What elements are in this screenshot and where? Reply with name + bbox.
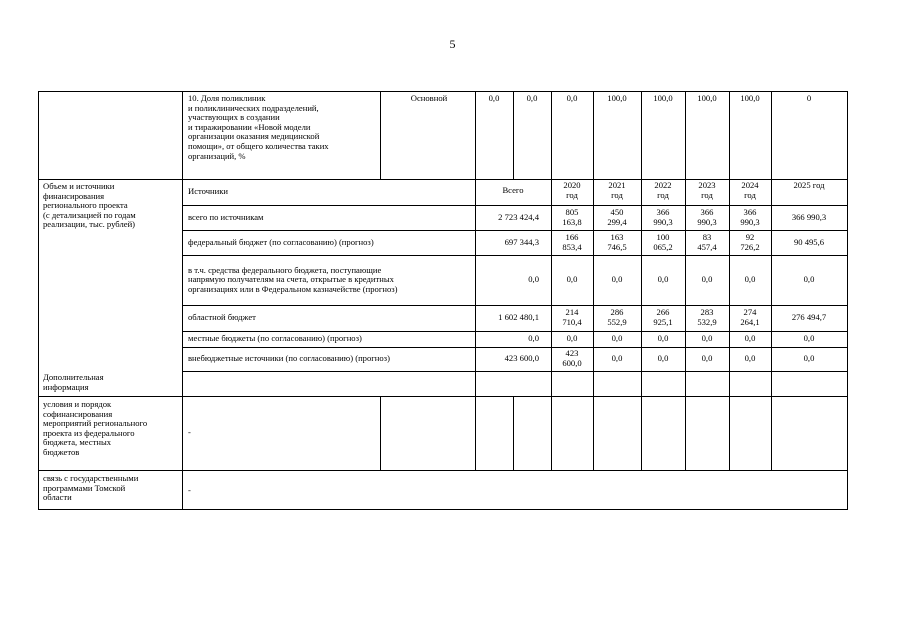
cofinancing-value: - [188, 427, 191, 437]
source-name: областной бюджет [188, 312, 256, 323]
table-hline [182, 305, 848, 306]
table-vline [182, 91, 183, 510]
table-vline [685, 91, 686, 179]
source-total: 2 723 424,4 [498, 211, 539, 222]
source-year-value: 600,0 [562, 358, 582, 368]
indicator-name: и тиражировании «Новой модели [188, 121, 311, 132]
source-year-value: 065,2 [653, 241, 673, 252]
table-vline [685, 396, 686, 470]
table-hline [38, 470, 848, 471]
source-total: 423 600,0 [504, 353, 539, 364]
source-total: 1 602 480,1 [498, 312, 539, 323]
source-year-value: 457,4 [697, 241, 717, 252]
financing-label: Объем и источники [43, 181, 115, 191]
source-name: в т.ч. средства федерального бюджета, поступающие [188, 264, 382, 275]
source-year-value: 0,0 [744, 333, 756, 344]
year-header: 2021 [608, 180, 626, 190]
source-year-value: 746,5 [607, 241, 627, 252]
table-vline [593, 396, 594, 470]
source-year-value: 0,0 [744, 353, 756, 364]
source-total: 697 344,3 [504, 236, 539, 247]
sources-header: Источники [188, 186, 229, 196]
source-year-value: 853,4 [562, 241, 582, 252]
table-vline [771, 91, 772, 179]
source-year-value: 726,2 [740, 241, 760, 252]
source-year-value: 100 [656, 231, 670, 242]
source-name: федеральный бюджет (по согласованию) (прогноз) [188, 236, 374, 247]
indicator-name: участвующих в создании [188, 112, 280, 123]
source-name: организациях или в Федеральном казначействе (прогноз) [188, 283, 398, 294]
indicator-name: 10. Доля поликлиник [188, 93, 266, 103]
source-year-value: 0,0 [701, 274, 713, 285]
indicator-name: и поликлинических подразделений, [188, 102, 319, 113]
cofinancing-label: условия и порядок [43, 399, 112, 409]
source-year-value: 925,1 [653, 317, 673, 327]
table-vline [475, 396, 476, 470]
source-year-value: 0,0 [566, 274, 578, 285]
indicator-value: 0,0 [526, 93, 538, 103]
table-hline [182, 371, 848, 372]
cofinancing-label: софинансирования [43, 408, 113, 419]
source-year-value: 990,3 [653, 216, 673, 227]
source-name: напрямую получателям на счета, открытые в кредитных [188, 274, 394, 285]
table-hline [38, 179, 848, 180]
source-name: местные бюджеты (по согласованию) (прогноз) [188, 333, 362, 344]
program-link-label: связь с государственными [43, 473, 139, 483]
year-header: год [701, 189, 713, 200]
table-vline [380, 396, 381, 470]
table-hline [38, 396, 848, 397]
table-vline [513, 396, 514, 470]
source-year-value: 552,9 [607, 317, 627, 327]
financing-label: (с детализацией по годам [43, 209, 136, 220]
source-year-value: 366 [743, 206, 757, 217]
source-year-value: 214 [565, 307, 579, 318]
source-year-value: 264,1 [740, 317, 760, 327]
source-year-value: 163 [610, 231, 624, 242]
financing-label: реализации, тыс. рублей) [43, 219, 136, 230]
source-total: 0,0 [528, 274, 539, 285]
source-year-value: 805 [565, 206, 579, 217]
source-year-value: 532,9 [697, 317, 717, 327]
table-vline [771, 396, 772, 470]
source-year-value: 366 [700, 206, 714, 217]
cofinancing-label: бюджета, местных [43, 437, 112, 448]
program-link-label: программами Томской [43, 482, 126, 493]
indicator-value: 100,0 [653, 93, 673, 103]
table-vline [593, 91, 594, 179]
year-header: 2024 [741, 180, 759, 190]
source-year-value: 166 [565, 231, 579, 242]
source-year-value: 990,3 [697, 216, 717, 227]
table-hline [182, 331, 848, 332]
source-year-value: 0,0 [701, 333, 713, 344]
table-vline [847, 91, 848, 510]
source-year-value: 710,4 [562, 317, 582, 327]
indicator-value: 100,0 [697, 93, 717, 103]
source-2025-value: 0,0 [803, 274, 815, 285]
table-hline [38, 91, 848, 92]
indicator-value: 100,0 [740, 93, 760, 103]
table-vline [729, 396, 730, 470]
source-2025-value: 0,0 [803, 353, 815, 364]
source-year-value: 990,3 [740, 216, 760, 227]
additional-info-label: информация [43, 381, 89, 392]
source-year-value: 0,0 [701, 353, 713, 364]
table-vline [551, 396, 552, 470]
source-year-value: 0,0 [657, 353, 669, 364]
source-year-value: 366 [656, 206, 670, 217]
indicator-name: организации оказания медицинской [188, 131, 320, 142]
cofinancing-label: бюджетов [43, 447, 80, 457]
indicator-value: 0,0 [566, 93, 578, 103]
financing-label: финансирования [43, 190, 105, 201]
year-header: 2022 [654, 180, 672, 190]
table-hline [182, 255, 848, 256]
source-year-value: 0,0 [611, 274, 623, 285]
source-year-value: 274 [743, 307, 757, 318]
table-vline [475, 91, 476, 179]
page-number: 5 [449, 37, 456, 51]
source-year-value: 286 [610, 307, 624, 318]
table-vline [380, 91, 381, 179]
indicator-value: 0,0 [488, 93, 500, 103]
source-year-value: 0,0 [744, 274, 756, 285]
source-2025-value: 366 990,3 [791, 211, 827, 222]
table-vline [729, 91, 730, 179]
source-year-value: 266 [656, 307, 670, 318]
source-year-value: 450 [610, 206, 624, 217]
indicator-name: организаций, % [188, 150, 246, 161]
source-year-value: 423 [565, 348, 579, 359]
source-year-value: 299,4 [607, 216, 627, 227]
year-header-2025: 2025 год [793, 180, 825, 190]
source-year-value: 0,0 [566, 333, 578, 344]
source-year-value: 0,0 [657, 274, 669, 285]
indicator-type: Основной [410, 93, 448, 103]
source-name: всего по источникам [188, 211, 264, 222]
source-year-value: 92 [745, 231, 755, 242]
total-header: Всего [502, 185, 524, 195]
financing-label: регионального проекта [43, 200, 128, 211]
source-year-value: 0,0 [657, 333, 669, 344]
source-name: внебюджетные источники (по согласованию) (прогноз) [188, 353, 390, 364]
additional-info-label: Дополнительная [43, 372, 104, 382]
table-vline [641, 91, 642, 179]
source-year-value: 283 [700, 307, 714, 318]
source-2025-value: 276 494,7 [791, 312, 827, 323]
year-header: 2020 [563, 180, 581, 190]
program-link-value: - [188, 485, 191, 495]
indicator-value: 0 [806, 93, 812, 103]
table-vline [513, 91, 514, 179]
cofinancing-label: мероприятий регионального [43, 418, 148, 429]
table-hline [182, 347, 848, 348]
year-header: год [566, 189, 578, 200]
source-year-value: 0,0 [611, 353, 623, 364]
source-2025-value: 90 495,6 [793, 236, 825, 247]
source-2025-value: 0,0 [803, 333, 815, 344]
source-year-value: 83 [702, 231, 712, 242]
source-total: 0,0 [528, 333, 539, 344]
table-hline [182, 205, 848, 206]
year-header: год [611, 189, 623, 200]
table-vline [551, 91, 552, 179]
year-header: 2023 [698, 180, 716, 190]
cofinancing-label: проекта из федерального [43, 427, 135, 438]
table-vline [641, 396, 642, 470]
indicator-value: 100,0 [607, 93, 627, 103]
table-vline [475, 179, 476, 396]
indicator-name: помощи», от общего количества таких [188, 141, 329, 151]
source-year-value: 0,0 [611, 333, 623, 344]
table-vline [38, 91, 39, 510]
table-hline [182, 230, 848, 231]
year-header: год [744, 189, 756, 200]
source-year-value: 163,8 [562, 216, 582, 227]
program-link-label: области [43, 492, 72, 503]
table-hline [38, 509, 848, 510]
year-header: год [657, 189, 669, 200]
